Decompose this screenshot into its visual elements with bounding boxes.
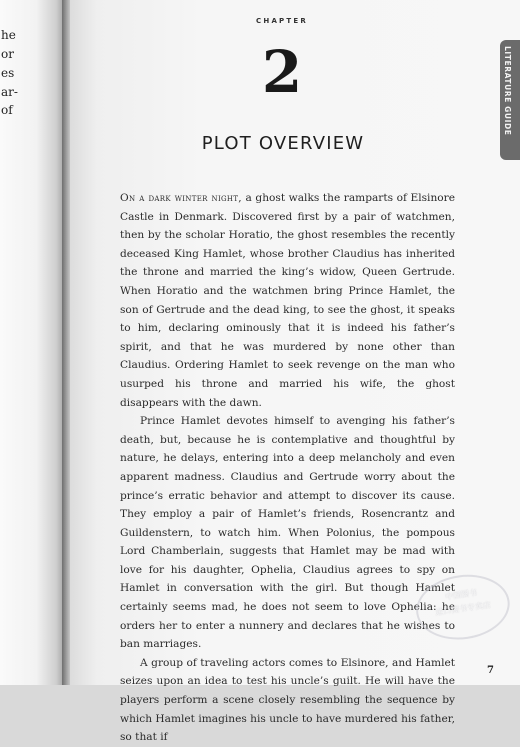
facing-page-left: [0, 0, 66, 685]
left-page-text-fragment: or: [1, 47, 14, 61]
watermark-line-2: 进口图书专卖店: [434, 600, 492, 617]
plot-overview-text: [120, 189, 455, 747]
literature-guide-tab-label: LITERATURE GUIDE: [503, 46, 512, 136]
watermark-line-1: 中国图书: [444, 588, 478, 602]
left-page-text-fragment: of: [1, 103, 13, 117]
paragraph-1: [120, 189, 455, 412]
left-page-text-fragment: es: [1, 66, 15, 80]
section-title: PLOT OVERVIEW: [201, 133, 365, 154]
page-number: 7: [487, 665, 494, 676]
chapter-number: 2: [261, 38, 303, 106]
paragraph-1-rest: a ghost walks the ramparts of Elsinore Castle in Denmark. Discovered first by a pair of watchmen, then by the scholar Horatio, the ghost resembles the recently deceased King Hamlet, whose brother Claudius has inherited the throne and married the king’s widow, Queen Gertrude. When Horatio and the watchmen bring Prince Hamlet, the son of Gertrude and the dead king, to see the ghost, it speaks to him, declaring ominously that it is indeed his father’s spirit, and that he was murdered by none other than Claudius. Ordering Hamlet to seek revenge on the man who usurped his throne and married his wife, the ghost disappears with the dawn.: [120, 192, 455, 409]
left-page-text-fragment: ar-: [1, 85, 18, 99]
store-watermark-stamp: [412, 569, 518, 675]
left-page-text-fragment: he: [1, 28, 16, 42]
paragraph-3: A group of traveling actors comes to Elsinore, and Hamlet seizes upon an idea to test his uncle’s guilt. He will have the players perform a scene closely resembling the sequence by which Hamlet imagines his uncle to have murdered his father, so that if: [120, 656, 455, 744]
chapter-label: CHAPTER: [256, 17, 308, 25]
paragraph-1-lead: On a dark winter night,: [120, 192, 242, 204]
paragraph-2: Prince Hamlet devotes himself to avenging his father’s death, but, because he is contemplative and thoughtful by nature, he delays, entering into a deep melancholy and even apparent madness. Claudius and Gertrude worry about the prince’s erratic behavior and attempt to discover its cause. They employ a pair of Hamlet’s friends, Rosencrantz and Guildenstern, to watch him. When Polonius, the pompous Lord Chamberlain, suggests that Hamlet may be mad with love for his daughter, Ophelia, Claudius agrees to spy on Hamlet in conversation with the girl. But though Hamlet certainly seems mad, he does not seem to love Ophelia: he orders her to enter a nunnery and declares that he wishes to ban marriages.: [120, 415, 455, 651]
literature-guide-tab: [500, 40, 520, 160]
